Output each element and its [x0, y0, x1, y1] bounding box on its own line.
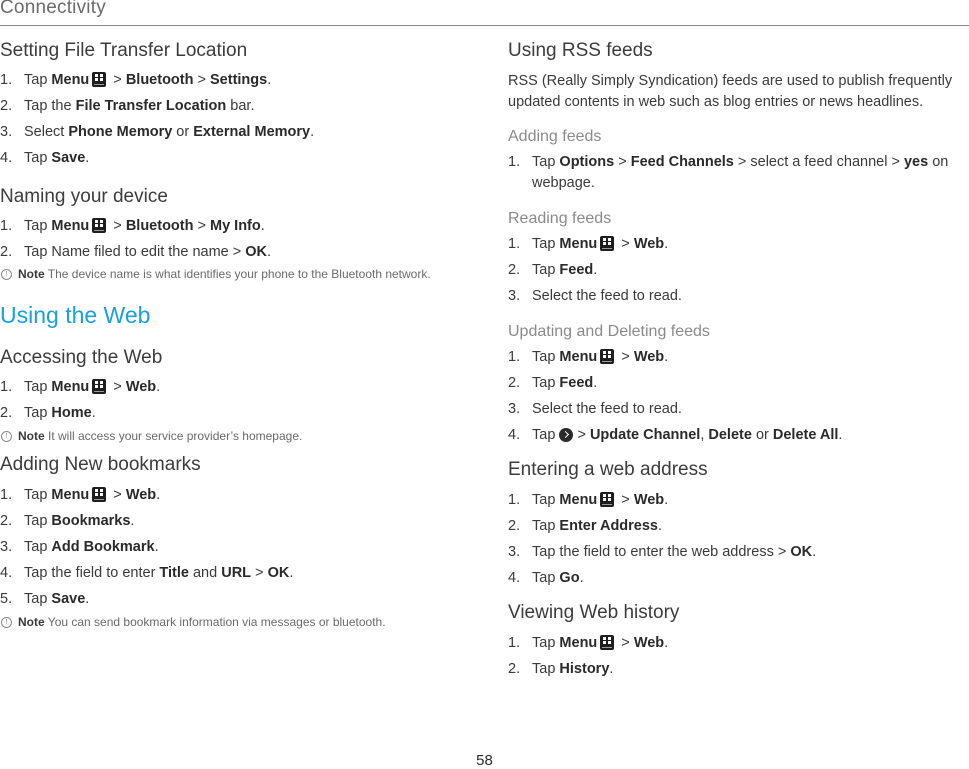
chapter-title-using-web: Using the Web [0, 302, 151, 328]
list-item: 3. Select Phone Memory or External Memory. [0, 124, 315, 140]
menu-key-icon [92, 218, 106, 233]
note-naming: ! Note The device name is what identifies your phone to the Bluetooth network. [0, 266, 445, 283]
naming-steps [0, 217, 445, 261]
list-item: 1. Tap Menu > Web. [508, 349, 669, 365]
list-item: 2. Tap the File Transfer Location bar. [0, 98, 255, 114]
list-item: 4. Tap Go. [508, 570, 584, 586]
list-item: 2. Tap Feed. [508, 262, 598, 278]
list-item: 2. Tap Bookmarks. [0, 513, 135, 529]
list-item: 1. Tap Menu > Web. [0, 487, 161, 503]
list-item: 2. Tap Home. [0, 405, 96, 421]
list-item: 2. Tap Name filed to edit the name > OK. [0, 244, 272, 260]
menu-key-icon [600, 236, 614, 251]
section-title-accessing: Accessing the Web [0, 347, 163, 368]
rss-intro: RSS (Really Simply Syndication) feeds are used to publish frequently updated contents in web such as blog entries or news headlines. [508, 73, 953, 110]
info-icon: ! [1, 617, 12, 628]
chevron-right-circle-icon [559, 428, 573, 442]
note-accessing: ! Note It will access your service provider’s homepage. [0, 428, 445, 445]
file-transfer-steps [0, 71, 445, 167]
list-item: 1. Tap Menu > Web. [508, 635, 669, 651]
adding-feeds-steps [508, 152, 968, 194]
left-column [0, 36, 445, 631]
subsection-title-adding-feeds: Adding feeds [508, 128, 602, 145]
subsection-title-reading-feeds: Reading feeds [508, 210, 612, 227]
header-rule [0, 25, 969, 26]
list-item: 3. Tap the field to enter the web address > OK. [508, 544, 817, 560]
list-item: 1. Tap Menu > Web. [508, 236, 669, 252]
section-title-rss: Using RSS feeds [508, 40, 653, 61]
menu-key-icon [92, 72, 106, 87]
info-icon: ! [1, 431, 12, 442]
list-item: 4. Tap > Update Channel, Delete or Delete All. [508, 427, 843, 443]
list-item: 4. Tap the field to enter Title and URL > OK. [0, 565, 294, 581]
section-title-entering: Entering a web address [508, 459, 708, 480]
subsection-title-updating-feeds: Updating and Deleting feeds [508, 323, 710, 340]
reading-feeds-steps [508, 235, 968, 305]
history-steps [508, 634, 968, 678]
right-column [508, 36, 968, 678]
menu-key-icon [600, 492, 614, 507]
menu-key-icon [600, 635, 614, 650]
list-item: 4. Tap Save. [0, 150, 90, 166]
list-item: 1. Tap Menu > Bluetooth > Settings. [0, 72, 272, 88]
list-item: 3. Select the feed to read. [508, 288, 682, 304]
list-item: 3. Tap Add Bookmark. [0, 539, 159, 555]
page-number: 58 [476, 752, 493, 769]
bookmarks-steps [0, 486, 445, 608]
list-item: 3. Select the feed to read. [508, 401, 682, 417]
menu-key-icon [600, 349, 614, 364]
list-item: 5. Tap Save. [0, 591, 90, 607]
list-item: 1. Tap Menu > Web. [508, 492, 669, 508]
menu-key-icon [92, 379, 106, 394]
menu-key-icon [92, 487, 106, 502]
note-bookmarks: ! Note You can send bookmark information via messages or bluetooth. [0, 614, 445, 631]
accessing-steps [0, 378, 445, 422]
list-item: 2. Tap History. [508, 661, 614, 677]
list-item: 1. Tap Menu > Bluetooth > My Info. [0, 218, 265, 234]
list-item: 2. Tap Enter Address. [508, 518, 663, 534]
list-item: 1. Tap Menu > Web. [0, 379, 161, 395]
section-title-bookmarks: Adding New bookmarks [0, 454, 201, 475]
section-title-history: Viewing Web history [508, 602, 680, 623]
list-item: 1. Tap Options > Feed Channels > select a feed channel > yes on webpage. [508, 154, 949, 191]
section-title-naming: Naming your device [0, 186, 168, 207]
running-head: Connectivity [0, 0, 106, 18]
list-item: 2. Tap Feed. [508, 375, 598, 391]
updating-feeds-steps [508, 348, 968, 444]
entering-steps [508, 491, 968, 587]
section-title-file-transfer: Setting File Transfer Location [0, 40, 248, 61]
info-icon: ! [1, 269, 12, 280]
